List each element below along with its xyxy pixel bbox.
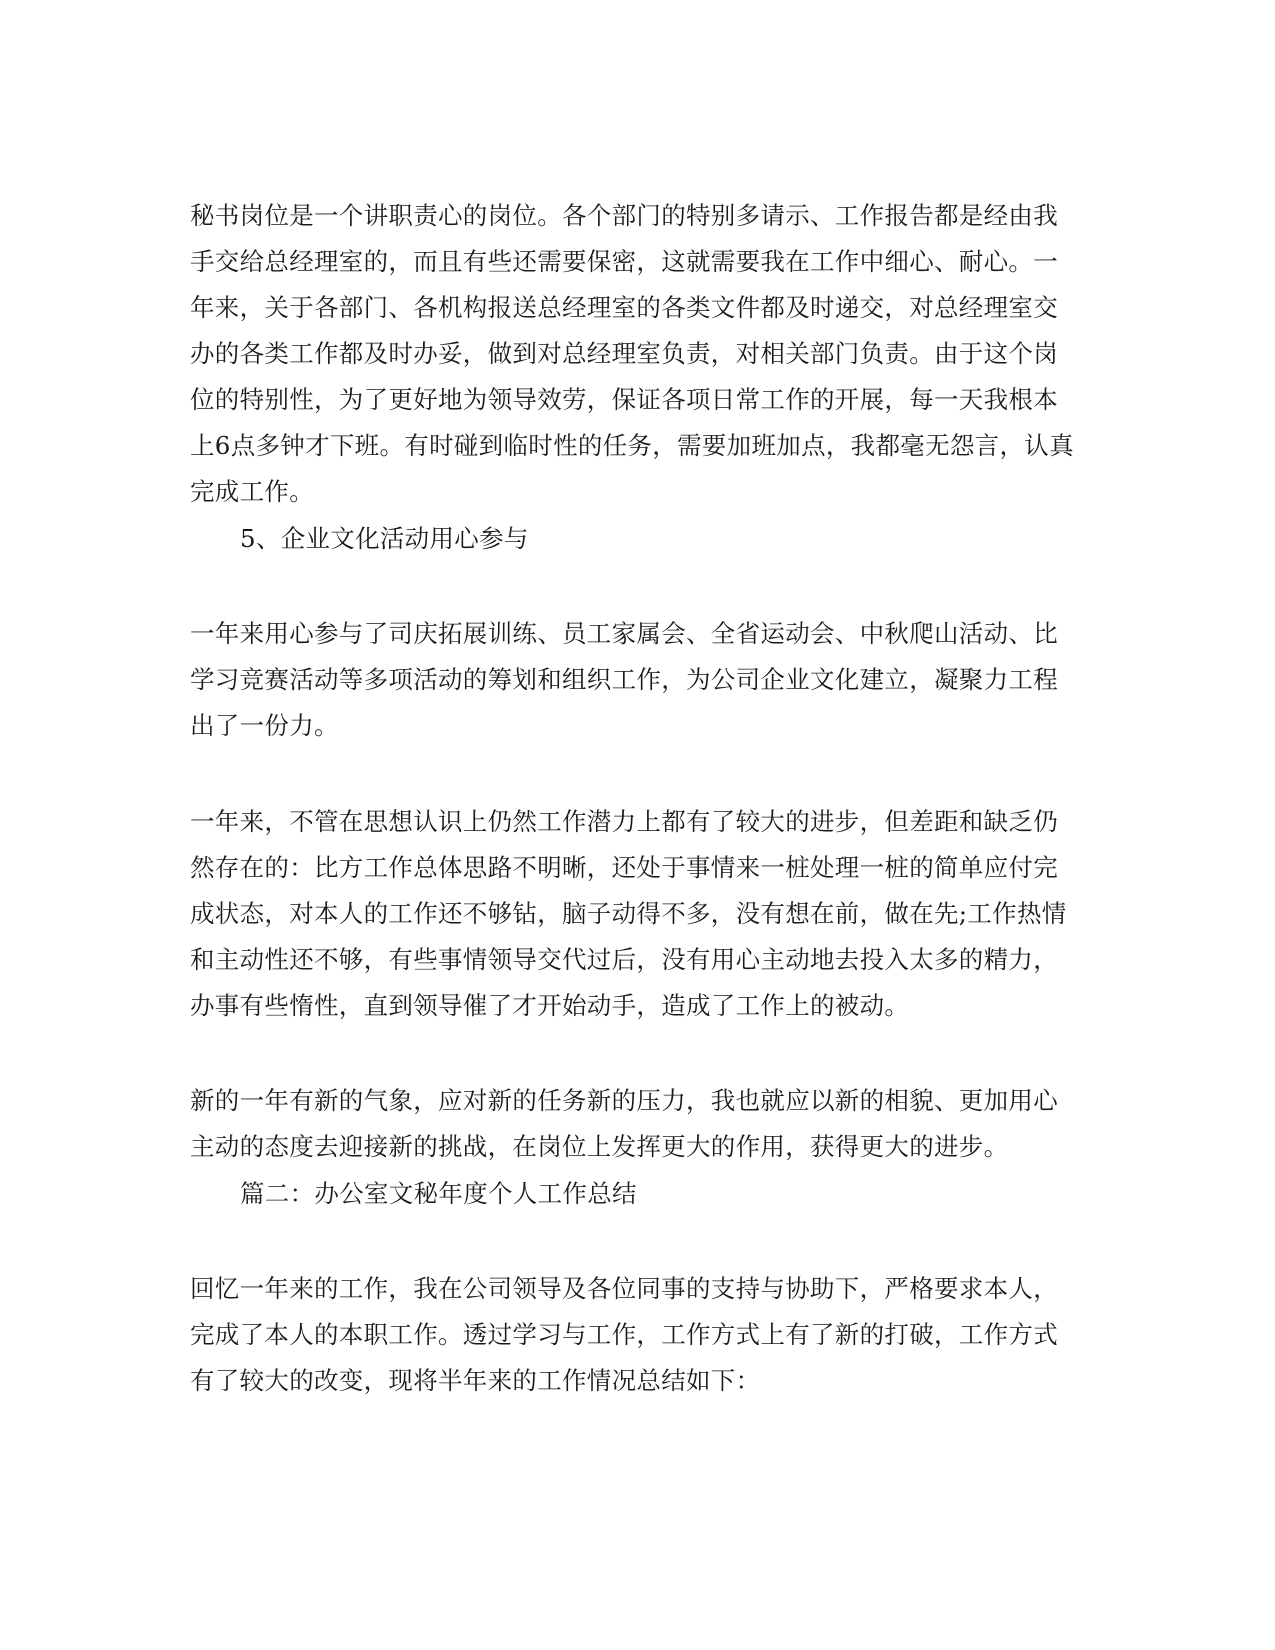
paragraph-line: 新的一年有新的气象，应对新的任务新的压力，我也就应以新的相貌、更加用心 bbox=[190, 1086, 1058, 1115]
section-heading: 5、企业文化活动用心参与 bbox=[240, 524, 529, 553]
paragraph-line: 手交给总经理室的，而且有些还需要保密，这就需要我在工作中细心、耐心。一 bbox=[190, 247, 1058, 276]
paragraph-line: 然存在的：比方工作总体思路不明晰，还处于事情来一桩处理一桩的简单应付完 bbox=[190, 853, 1058, 882]
paragraph-line: 和主动性还不够，有些事情领导交代过后，没有用心主动地去投入太多的精力， bbox=[190, 945, 1058, 974]
paragraph-line: 秘书岗位是一个讲职责心的岗位。各个部门的特别多请示、工作报告都是经由我 bbox=[190, 201, 1058, 230]
paragraph-line: 成状态，对本人的工作还不够钻，脑子动得不多，没有想在前，做在先;工作热情 bbox=[190, 899, 1067, 928]
paragraph-line: 位的特别性，为了更好地为领导效劳，保证各项日常工作的开展，每一天我根本 bbox=[190, 385, 1058, 414]
paragraph-line: 上6点多钟才下班。有时碰到临时性的任务，需要加班加点，我都毫无怨言，认真 bbox=[190, 431, 1074, 460]
paragraph-line: 出了一份力。 bbox=[190, 711, 339, 740]
paragraph-line: 学习竞赛活动等多项活动的筹划和组织工作，为公司企业文化建立，凝聚力工程 bbox=[190, 665, 1058, 694]
paragraph-line: 一年来用心参与了司庆拓展训练、员工家属会、全省运动会、中秋爬山活动、比 bbox=[190, 619, 1058, 648]
paragraph-line: 一年来，不管在思想认识上仍然工作潜力上都有了较大的进步，但差距和缺乏仍 bbox=[190, 807, 1058, 836]
paragraph-line: 有了较大的改变，现将半年来的工作情况总结如下： bbox=[190, 1366, 761, 1395]
section-heading: 篇二：办公室文秘年度个人工作总结 bbox=[240, 1179, 637, 1208]
paragraph-line: 办的各类工作都及时办妥，做到对总经理室负责，对相关部门负责。由于这个岗 bbox=[190, 339, 1058, 368]
paragraph-line: 回忆一年来的工作，我在公司领导及各位同事的支持与协助下，严格要求本人， bbox=[190, 1274, 1058, 1303]
paragraph-line: 主动的态度去迎接新的挑战，在岗位上发挥更大的作用，获得更大的进步。 bbox=[190, 1132, 1009, 1161]
paragraph-line: 完成了本人的本职工作。透过学习与工作，工作方式上有了新的打破，工作方式 bbox=[190, 1320, 1058, 1349]
paragraph-line: 办事有些惰性，直到领导催了才开始动手，造成了工作上的被动。 bbox=[190, 991, 910, 1020]
paragraph-line: 年来，关于各部门、各机构报送总经理室的各类文件都及时递交，对总经理室交 bbox=[190, 293, 1058, 322]
paragraph-line: 完成工作。 bbox=[190, 477, 314, 506]
